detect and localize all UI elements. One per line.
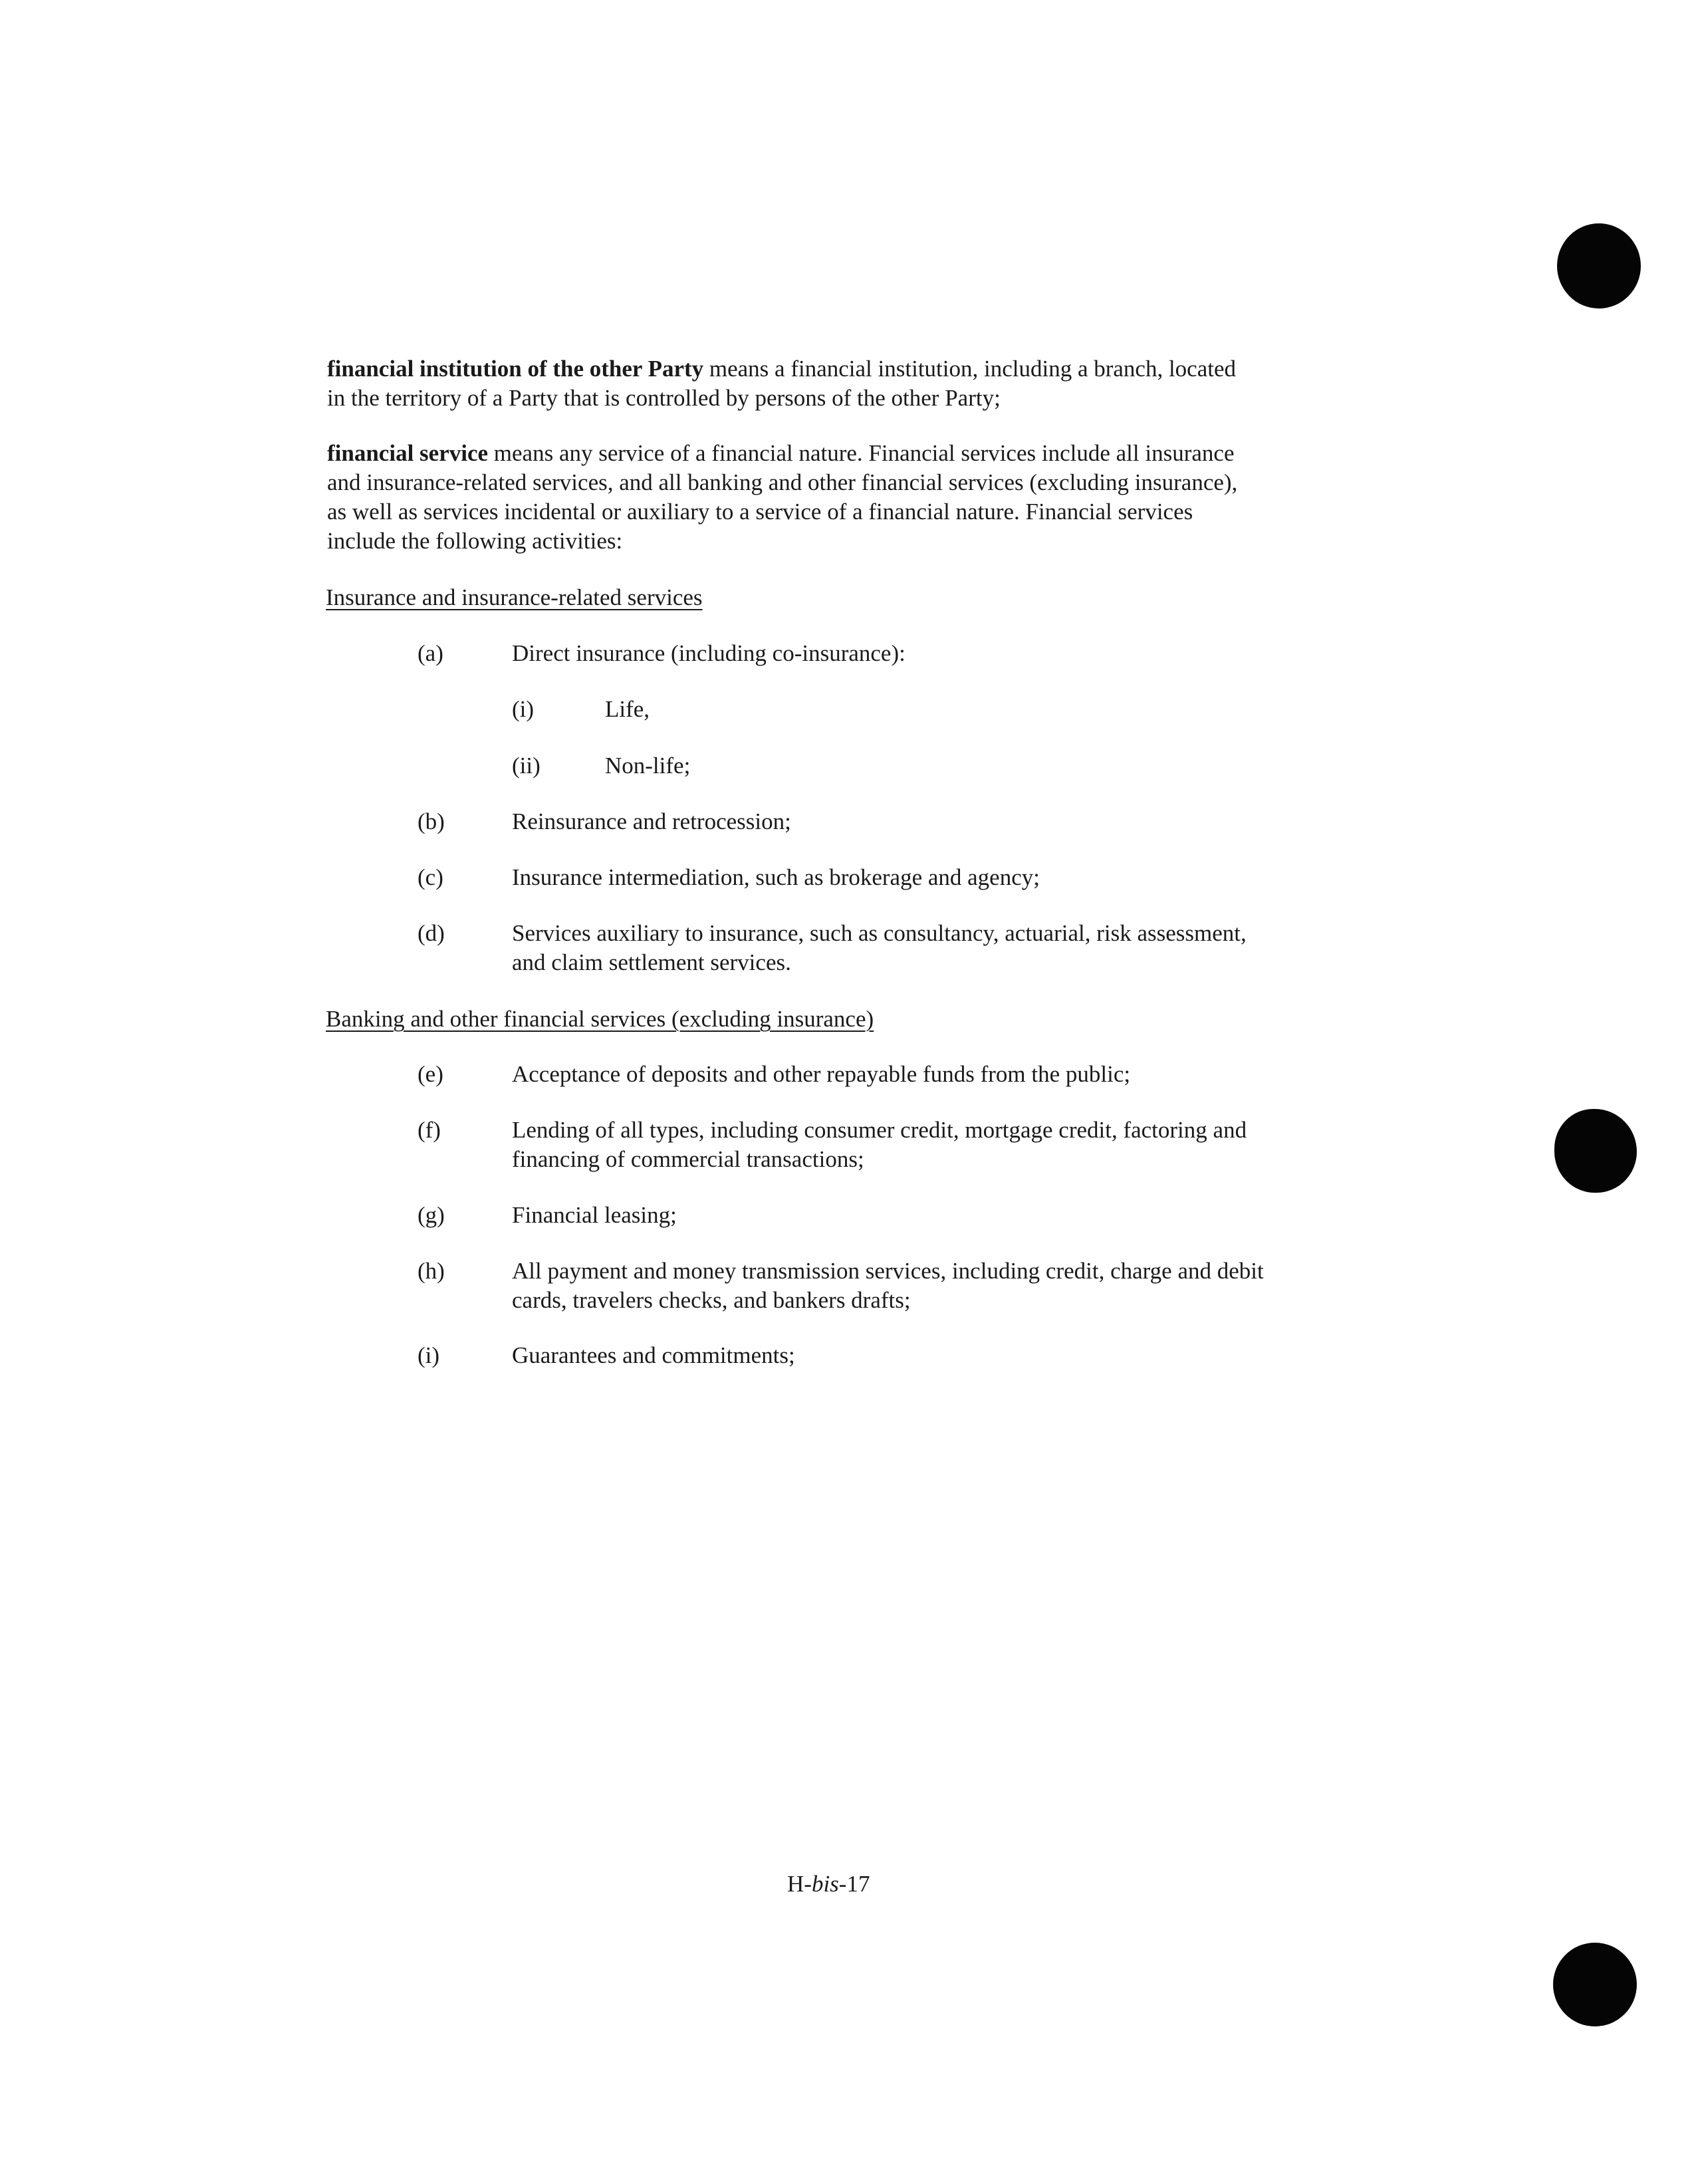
definition-text-line: as well as services incidental or auxiliary to a service of a financial nature. Financial services [327, 499, 1193, 525]
definition-text-line: include the following activities: [327, 528, 623, 554]
section-heading-insurance: Insurance and insurance-related services [326, 584, 703, 610]
sub-list-item-label: (ii) [512, 753, 541, 779]
list-item-text: Guarantees and commitments; [512, 1342, 795, 1368]
definition-term: financial institution of the other Party [327, 356, 704, 382]
list-item-label: (g) [418, 1202, 445, 1228]
list-item-text: Insurance intermediation, such as brokerage and agency; [512, 864, 1040, 890]
list-item-text: All payment and money transmission services, including credit, charge and debit cards, travelers checks, and bankers drafts; [512, 1258, 1264, 1313]
definition-financial-service [327, 439, 1364, 556]
list-item-label: (b) [418, 808, 445, 834]
list-item-label: (c) [418, 864, 443, 890]
sub-list-item-label: (i) [512, 696, 535, 722]
definition-term: financial service [327, 440, 489, 466]
list-item-text: Lending of all types, including consumer credit, mortgage credit, factoring and financing of commercial transactions; [512, 1117, 1247, 1172]
list-item-label: (d) [418, 920, 445, 946]
list-item-label: (h) [418, 1258, 445, 1284]
list-item-text: Financial leasing; [512, 1202, 677, 1228]
list-item-label: (i) [418, 1342, 440, 1368]
page-number: H-bis-17 [787, 1871, 870, 1897]
section-heading-banking: Banking and other financial services (excluding insurance) [326, 1006, 874, 1032]
list-item-text: Acceptance of deposits and other repayable funds from the public; [512, 1061, 1131, 1087]
punch-hole-middle [1554, 1109, 1637, 1193]
punch-hole-top [1557, 223, 1641, 308]
sub-list-item-text: Non-life; [605, 753, 691, 779]
list-item-text: Reinsurance and retrocession; [512, 808, 791, 834]
list-item-label: (f) [418, 1117, 441, 1143]
definition-financial-institution [327, 354, 1364, 413]
list-item-label: (a) [418, 640, 443, 666]
definition-text-line: means a financial institution, including a branch, located [703, 356, 1237, 382]
definition-text-line: means any service of a financial nature. Financial services include all insurance [488, 440, 1235, 466]
punch-hole-bottom [1553, 1943, 1637, 2026]
list-item-text: Direct insurance (including co-insurance): [512, 640, 905, 666]
definition-text-line: in the territory of a Party that is controlled by persons of the other Party; [327, 385, 1001, 411]
list-item-text: Services auxiliary to insurance, such as consultancy, actuarial, risk assessment, and claim settlement services. [512, 920, 1247, 975]
list-item-label: (e) [418, 1061, 443, 1087]
definition-text-line: and insurance-related services, and all banking and other financial services (excluding insurance), [327, 469, 1238, 495]
sub-list-item-text: Life, [605, 696, 650, 722]
